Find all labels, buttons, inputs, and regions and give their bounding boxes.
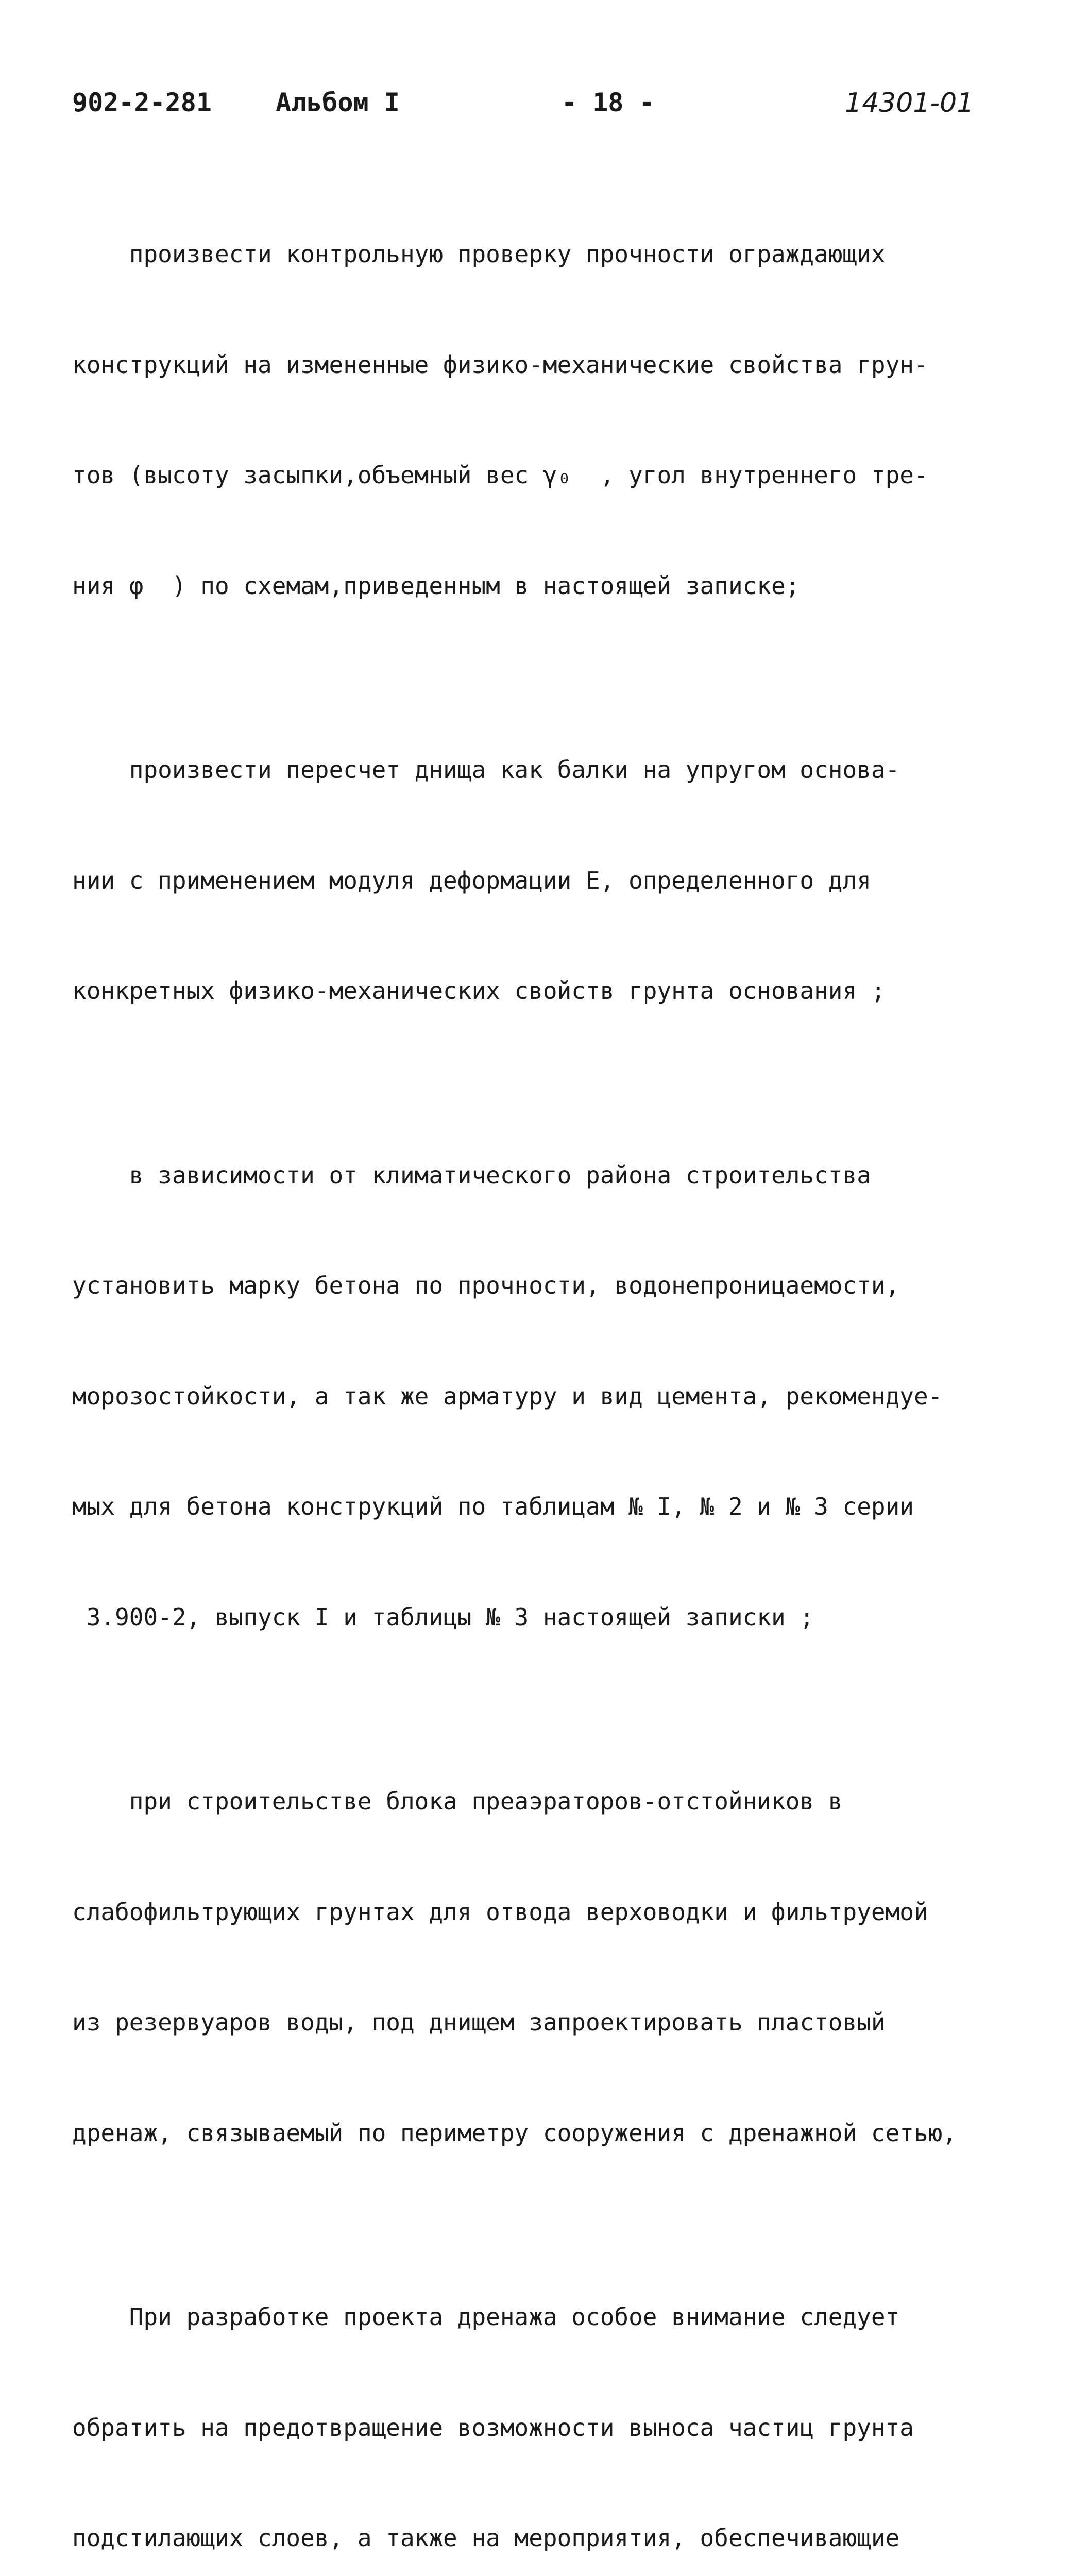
page-header (0, 88, 1071, 124)
document-number: 14301-01 (845, 88, 974, 118)
text-line: тов (высоту засыпки,объемный вес γ₀ , угол внутреннего тре- (72, 461, 928, 489)
text-line: в зависимости от климатического района строительства (72, 1161, 871, 1189)
paragraph-strength-check (72, 162, 1041, 678)
text-line: обратить на предотвращение возможности выноса частиц грунта (72, 2413, 914, 2442)
paragraph-concrete-grade (72, 1083, 1041, 1710)
text-line: При разработке проекта дренажа особое внимание следует (72, 2303, 900, 2331)
text-line: мых для бетона конструкций по таблицам № I, № 2 и № 3 серии (72, 1493, 914, 1520)
text-line: нии с применением модуля деформации E, определенного для (72, 866, 871, 894)
text-line: конструкций на измененные физико-механические свойства грун- (72, 350, 928, 379)
text-line: подстилающих слоев, а также на мероприятия, обеспечивающие (72, 2524, 900, 2552)
text-line: слабофильтрующих грунтах для отвода верховодки и фильтруемой (72, 1897, 928, 1926)
text-line: конкретных физико-механических свойств грунта основания ; (72, 977, 886, 1005)
text-line: при строительстве блока преаэраторов-отстойников в (72, 1787, 843, 1815)
text-line: установить марку бетона по прочности, водонепроницаемости, (72, 1272, 900, 1299)
page-number: - 18 - (562, 88, 655, 117)
text-line: произвести пересчет днища как балки на упругом основа- (72, 756, 900, 784)
text-line: ния φ ) по схемам,приведенным в настоящей записке; (72, 571, 800, 600)
drawing-code: 902-2-281 (72, 88, 212, 117)
text-line: из резервуаров воды, под днищем запроектировать пластовый (72, 2008, 886, 2036)
paragraph-drainage (72, 1709, 1041, 2225)
body-text (72, 162, 1041, 2576)
text-line: 3.900-2, выпуск I и таблицы № 3 настоящей записки ; (72, 1603, 814, 1631)
text-line: произвести контрольную проверку прочности ограждающих (72, 240, 886, 268)
paragraph-foundation-recalc (72, 678, 1041, 1083)
text-line: морозостойкости, а так же арматуру и вид цемента, рекомендуе- (72, 1382, 943, 1410)
album-label: Альбом I (276, 88, 400, 117)
text-line: дренаж, связываемый по периметру сооружения с дренажной сетью, (72, 2119, 957, 2147)
paragraph-drainage-design (72, 2225, 1041, 2576)
